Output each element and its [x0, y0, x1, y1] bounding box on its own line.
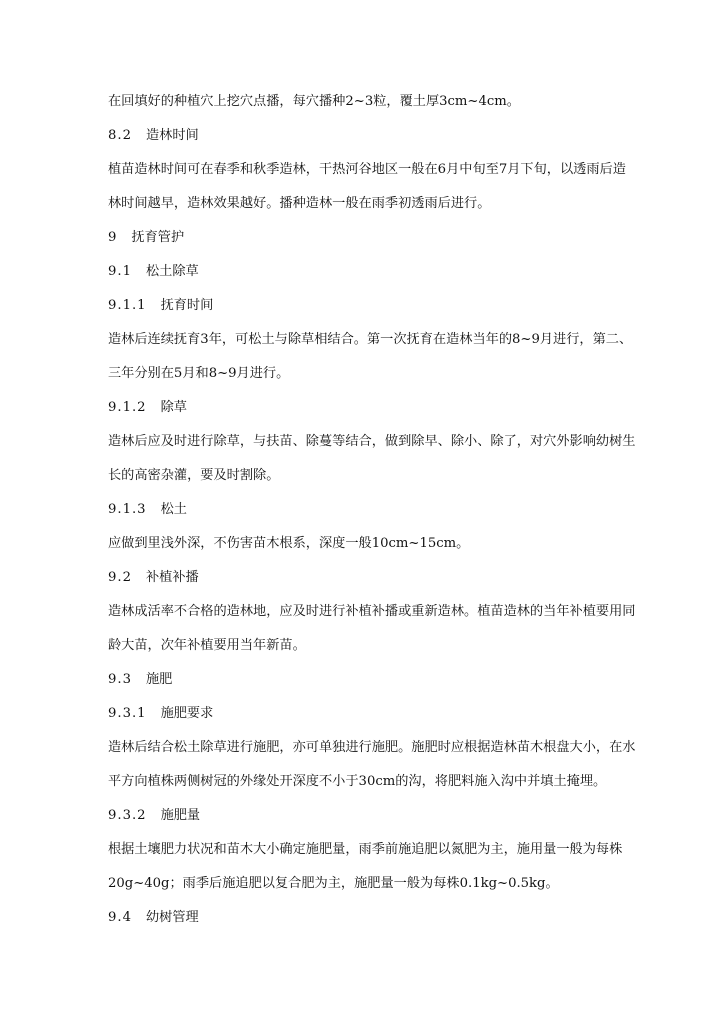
section-title: 施肥	[145, 672, 173, 687]
line-spacer	[108, 452, 628, 466]
paragraph-line: 造林后应及时进行除草，与扶苗、除蔓等结合，做到除早、除小、除了，对穴外影响幼树生	[108, 434, 636, 449]
section-number: 9.3.2	[108, 808, 147, 823]
section-number: 9	[108, 230, 118, 245]
paragraph-line: 根据土壤肥力状况和苗木大小确定施肥量，雨季前施追肥以氮肥为主，施用量一般为每株	[108, 842, 623, 857]
section-number: 9.1	[108, 264, 132, 279]
paragraph-spacer	[108, 112, 628, 126]
section-title: 抚育管护	[131, 230, 185, 245]
section-heading	[108, 228, 628, 248]
section-title: 抚育时间	[160, 298, 214, 313]
section-number: 9.1.2	[108, 400, 147, 415]
paragraph-spacer	[108, 248, 628, 262]
paragraph-line: 应做到里浅外深，不伤害苗木根系，深度一般10cm~15cm。	[108, 536, 470, 551]
paragraph-line: 三年分别在5月和8~9月进行。	[108, 366, 290, 381]
paragraph-spacer	[108, 486, 628, 500]
paragraph-spacer	[108, 282, 628, 296]
paragraph-line: 平方向植株两侧树冠的外缘处开深度不小于30cm的沟，将肥料施入沟中并填土掩埋。	[108, 774, 607, 789]
body-paragraph	[108, 840, 628, 894]
paragraph-line: 在回填好的种植穴上挖穴点播，每穴播种2~3粒，覆土厚3cm~4cm。	[108, 94, 520, 109]
paragraph-line: 造林后结合松土除草进行施肥，亦可单独进行施肥。施肥时应根据造林苗木根盘大小，在水	[108, 740, 636, 755]
paragraph-line: 长的高密杂灌，要及时割除。	[108, 468, 280, 483]
paragraph-spacer	[108, 894, 628, 908]
section-title: 施肥量	[160, 808, 201, 823]
paragraph-spacer	[108, 826, 628, 840]
paragraph-spacer	[108, 724, 628, 738]
body-paragraph	[108, 330, 633, 384]
section-heading	[108, 568, 628, 588]
line-spacer	[108, 758, 628, 772]
body-paragraph	[108, 602, 636, 656]
body-paragraph	[108, 534, 628, 554]
section-heading	[108, 670, 628, 690]
paragraph-line: 植苗造林时间可在春季和秋季造林，干热河谷地区一般在6月中旬至7月下旬，以透雨后造	[108, 162, 626, 177]
body-paragraph	[108, 432, 636, 486]
paragraph-line: 龄大苗，次年补植要用当年新苗。	[108, 638, 306, 653]
section-heading	[108, 704, 628, 724]
paragraph-spacer	[108, 146, 628, 160]
section-title: 除草	[160, 400, 187, 415]
body-paragraph	[108, 160, 628, 214]
section-title: 造林时间	[145, 128, 199, 143]
paragraph-spacer	[108, 384, 628, 398]
document-page	[108, 92, 636, 928]
line-spacer	[108, 622, 628, 636]
section-heading	[108, 296, 628, 316]
section-heading	[108, 126, 628, 146]
paragraph-spacer	[108, 520, 628, 534]
paragraph-line: 造林后连续抚育3年，可松土与除草相结合。第一次抚育在造林当年的8~9月进行，第二、	[108, 332, 633, 347]
line-spacer	[108, 180, 628, 194]
section-number: 9.1.3	[108, 502, 147, 517]
paragraph-spacer	[108, 316, 628, 330]
paragraph-line: 林时间越早，造林效果越好。播种造林一般在雨季初透雨后进行。	[108, 196, 491, 211]
paragraph-spacer	[108, 554, 628, 568]
section-number: 8.2	[108, 128, 132, 143]
paragraph-line: 20g~40g；雨季后施追肥以复合肥为主，施肥量一般为每株0.1kg~0.5kg。	[108, 876, 559, 891]
section-heading	[108, 908, 628, 928]
section-heading	[108, 398, 628, 418]
body-paragraph	[108, 92, 628, 112]
line-spacer	[108, 350, 628, 364]
section-title: 松土	[160, 502, 187, 517]
section-number: 9.2	[108, 570, 132, 585]
section-number: 9.4	[108, 910, 132, 925]
paragraph-line: 造林成活率不合格的造林地，应及时进行补植补播或重新造林。植苗造林的当年补植要用同	[108, 604, 636, 619]
line-spacer	[108, 860, 628, 874]
section-title: 补植补播	[145, 570, 199, 585]
section-heading	[108, 806, 628, 826]
section-title: 松土除草	[145, 264, 199, 279]
paragraph-spacer	[108, 792, 628, 806]
section-number: 9.3	[108, 672, 132, 687]
section-heading	[108, 262, 628, 282]
section-number: 9.3.1	[108, 706, 147, 721]
paragraph-spacer	[108, 690, 628, 704]
section-title: 幼树管理	[145, 910, 199, 925]
paragraph-spacer	[108, 588, 628, 602]
paragraph-spacer	[108, 656, 628, 670]
section-number: 9.1.1	[108, 298, 147, 313]
paragraph-spacer	[108, 214, 628, 228]
section-title: 施肥要求	[160, 706, 214, 721]
section-heading	[108, 500, 628, 520]
body-paragraph	[108, 738, 636, 792]
paragraph-spacer	[108, 418, 628, 432]
